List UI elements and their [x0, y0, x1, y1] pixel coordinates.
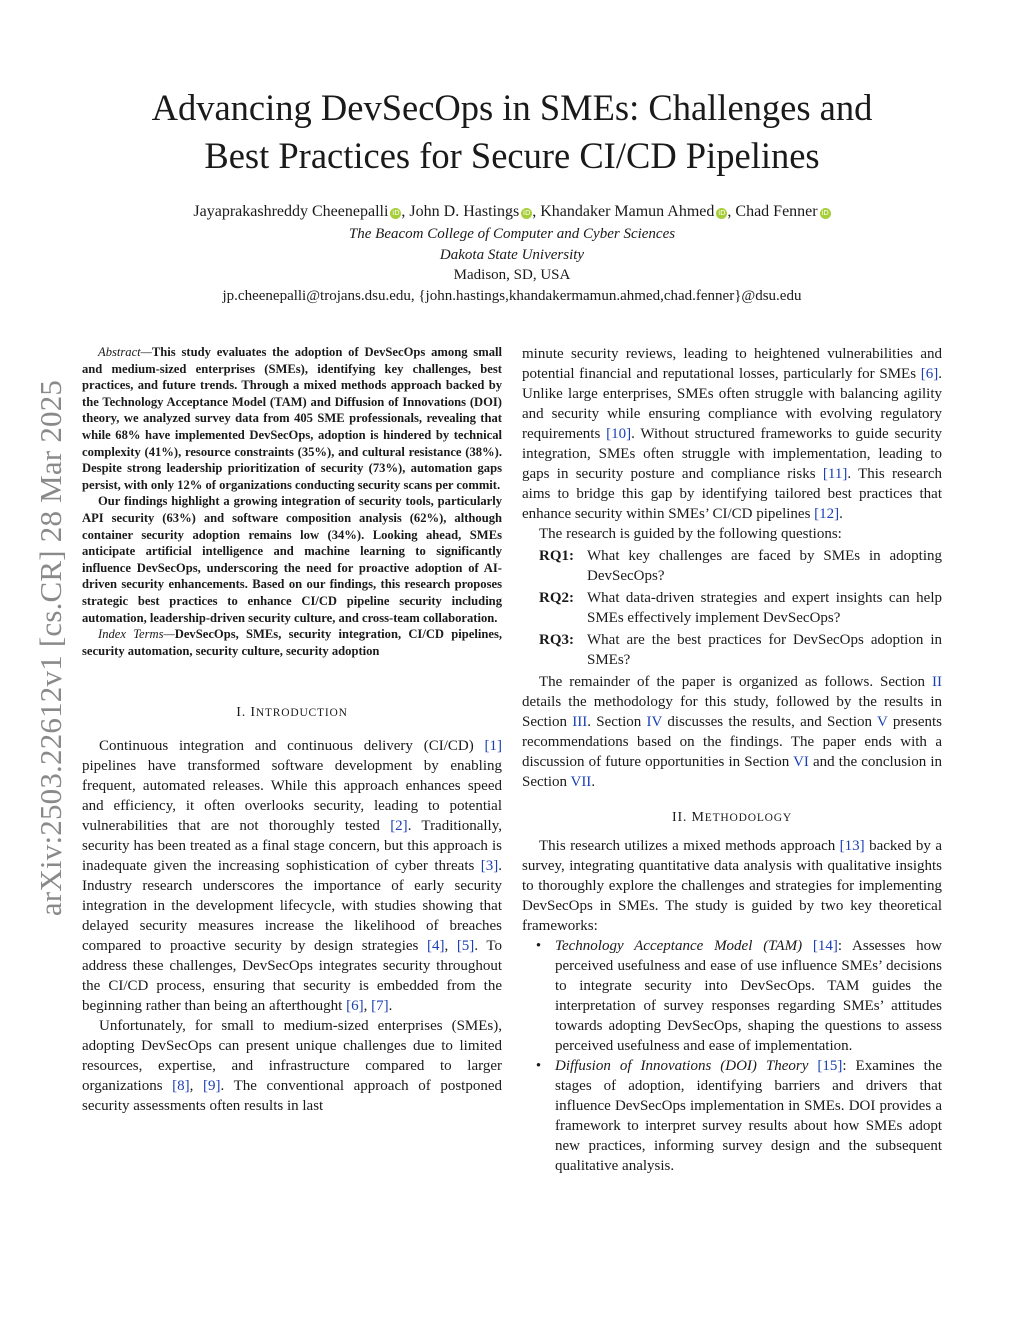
citation-link[interactable]: [6] — [920, 366, 939, 382]
citation-link[interactable]: [1] — [484, 738, 502, 755]
citation-link[interactable]: [8] — [172, 1078, 190, 1095]
citation-link[interactable]: [9] — [203, 1078, 221, 1095]
paper-title — [80, 84, 944, 180]
affiliation-college: The Beacom College of Computer and Cyber Sciences — [348, 226, 676, 242]
bullet-term: Diffusion of Innovations (DOI) Theory — [555, 1058, 809, 1074]
abstract-paragraph-2: Our findings highlight a growing integration of security tools, particularly API security (63%) and software composition analysis (62%), although container security adoption remains low (34%). Looking ahead, SMEs anticipate artificial intelligence and machine learning to significantly influence DevSecOps, underscoring the need for proactive adoption of AI-driven security enhancements. Based on our findings, this research proposes strategic best practices to enhance CI/CD pipeline security including automation, leadership-driven security culture, and cross-team collaboration. — [82, 494, 502, 625]
bullet-term: Technology Acceptance Model (TAM) — [555, 938, 803, 954]
abstract-paragraph-1 — [82, 344, 502, 493]
section-initial: I — [250, 705, 256, 721]
author-name: John D. Hastings — [409, 203, 520, 220]
citation-link[interactable]: [12] — [814, 506, 840, 522]
orcid-icon[interactable]: iD — [392, 209, 400, 217]
section-link[interactable]: IV — [646, 714, 663, 730]
index-terms — [82, 626, 502, 659]
framework-bullet-tam — [522, 936, 942, 1056]
section-initial: M — [691, 810, 705, 825]
paper-title-line-2: Best Practices for Secure CI/CD Pipelines — [204, 135, 820, 176]
section-heading-methodology — [522, 808, 942, 828]
right-column — [522, 344, 942, 1176]
citation-link[interactable]: [2] — [390, 818, 408, 835]
index-terms-label: Index Terms— — [98, 627, 175, 642]
author-list: Jayaprakashreddy Cheenepalli iD , John D. Hastings iD , Khandaker Mamun Ahmed iD , Chad Fenner iD — [193, 203, 829, 220]
citation-link[interactable]: [11] — [822, 466, 848, 482]
author-name: Khandaker Mamun Ahmed — [540, 203, 715, 220]
bullet-text: : Examines the stages of adoption, identifying barriers and drivers that influence DevSecOps implementation in SMEs. DOI provides a framework to interpret survey results about how SMEs adopt new practices, informing survey design and the subsequent qualitative analysis. — [555, 1058, 942, 1174]
abstract-text-1: This study evaluates the adoption of DevSecOps among small and medium-sized enterprises (SMEs), identifying key challenges, best practices, and future trends. Through a mixed methods approach backed by the Technology Acceptance Model (TAM) and Diffusion of Innovations (DOI) theory, we analyzed survey data from 405 SME professionals, revealing that while 68% have implemented DevSecOps, adoption is hindered by technical complexity (41%), resource constraints (35%), and cultural resistance (38%). Despite strong leadership prioritization of security (73%), automation gaps persist, with only 12% of organizations conducting security scans per commit. — [82, 345, 502, 492]
section-smallcaps: ETHODOLOGY — [704, 812, 792, 824]
methodology-paragraph-1: This research utilizes a mixed methods approach [13] backed by a survey, integrating quantitative data analysis with qualitative insights to thoroughly explore the challenges and strategies for implementing DevSecOps in SMEs. The study is guided by two key theoretical frameworks: — [522, 838, 942, 934]
index-terms-text: DevSecOps, SMEs, security integration, CI/CD pipelines, security automation, security culture, security adoption — [82, 627, 503, 658]
author-name: Chad Fenner — [735, 203, 818, 220]
citation-link[interactable]: [15] — [817, 1058, 843, 1074]
arxiv-identifier-stamp — [28, 348, 74, 948]
citation-link[interactable]: [3] — [480, 858, 499, 875]
section-link[interactable]: V — [877, 714, 888, 730]
abstract-label: Abstract— — [98, 345, 152, 359]
citation-link[interactable]: [5] — [456, 938, 475, 955]
research-questions-intro: The research is guided by the following questions: — [539, 526, 842, 542]
arxiv-identifier-text: arXiv:2503.22612v1 [cs.CR] 28 Mar 2025 — [33, 379, 69, 917]
left-column — [82, 344, 502, 1116]
author-name: Jayaprakashreddy Cheenepalli — [193, 203, 389, 220]
section-link[interactable]: VII — [570, 774, 592, 790]
section-link[interactable]: II — [932, 674, 942, 690]
bullet-text: : Assesses how perceived usefulness and ease of use influence SMEs’ decisions to integrate security into DevSecOps. TAM guides the interpretation of survey responses regarding SMEs’ attitudes towards adopting DevSecOps, shaping the questions to assess perceived usefulness and ease of implementation. — [555, 938, 943, 1054]
citation-link[interactable]: [10] — [606, 426, 632, 442]
citation-link[interactable]: [6] — [346, 998, 364, 1015]
orcid-icon[interactable]: iD — [523, 209, 531, 217]
orcid-icon[interactable]: iD — [821, 209, 829, 217]
section-link[interactable]: VI — [793, 754, 809, 770]
section-heading-introduction — [82, 703, 502, 723]
rq-text: What data-driven strategies and expert insights can help SMEs effectively implement DevSecOps? — [587, 590, 942, 626]
section-numeral: II. — [672, 810, 692, 825]
orcid-icon[interactable]: iD — [718, 209, 726, 217]
section-smallcaps: NTRODUCTION — [255, 707, 348, 720]
bullet-icon: • — [535, 938, 542, 954]
citation-link[interactable]: [7] — [371, 998, 389, 1015]
framework-bullet-doi — [522, 1056, 942, 1176]
paper-organization-paragraph: The remainder of the paper is organized as follows. Section II details the methodology for this study, followed by the results in Section III. Section IV discusses the results, and Section V presents recommendations based on the findings. The paper ends with a discussion of future opportunities in Section VI and the conclusion in Section VII. — [522, 674, 942, 790]
affiliation-location: Madison, SD, USA — [453, 267, 571, 283]
rq-label: RQ3: — [539, 632, 574, 648]
paper-title-line-1: Advancing DevSecOps in SMEs: Challenges and — [151, 87, 873, 128]
affiliation-university: Dakota State University — [439, 246, 585, 263]
research-question-2 — [522, 588, 942, 628]
citation-link[interactable]: [14] — [812, 938, 838, 954]
bullet-icon: • — [535, 1058, 542, 1074]
citation-link[interactable]: [13] — [839, 838, 865, 854]
citation-link[interactable]: [4] — [426, 938, 445, 955]
intro-paragraph-2-continued: minute security reviews, leading to heightened vulnerabilities and potential financial and reputational losses, particularly for SMEs [6]. Unlike large enterprises, SMEs often struggle with balancing agility and security while ensuring compliance with evolving regulatory requirements [10]. Without structured frameworks to guide security integration, SMEs often struggle with implementation, leading to gaps in security posture and compliance risks [11]. This research aims to bridge this gap by identifying tailored best practices that enhance security within SMEs’ CI/CD pipelines [12]. — [522, 346, 942, 522]
section-numeral: I. — [236, 705, 251, 721]
section-link[interactable]: III — [572, 714, 588, 730]
rq-label: RQ1: — [539, 548, 574, 564]
author-emails: jp.cheenepalli@trojans.dsu.edu, {john.hastings,khandakermamun.ahmed,chad.fenner}@dsu.edu — [222, 287, 802, 304]
rq-text: What key challenges are faced by SMEs in adopting DevSecOps? — [587, 548, 942, 584]
affiliation-block — [80, 224, 944, 306]
research-question-3 — [522, 630, 942, 670]
intro-paragraph-1: Continuous integration and continuous delivery (CI/CD) [1] pipelines have transformed software development by enabling frequent, automated releases. While this approach enhances speed and efficiency, it often overlooks security, leading to potential vulnerabilities that are not thoroughly tested [2]. Traditionally, security has been treated as a final stage concern, but this approach is inadequate given the increasing sophistication of cyber threats [3]. Industry research underscores the importance of early security integration in the development lifecycle, with studies showing that delayed security measures increase the likelihood of breaches compared to proactive security by design strategies [4], [5]. To address these challenges, DevSecOps integrates security throughout the CI/CD process, ensuring that security is embedded from the beginning rather than being an afterthought [6], [7]. — [82, 738, 502, 1015]
rq-label: RQ2: — [539, 590, 574, 606]
rq-text: What are the best practices for DevSecOps adoption in SMEs? — [587, 632, 942, 668]
intro-paragraph-2: Unfortunately, for small to medium-sized enterprises (SMEs), adopting DevSecOps can present unique challenges due to limited resources, expertise, and infrastructure compared to larger organizations [8], [9]. The conventional approach of postponed security assessments often results in last — [82, 1018, 503, 1115]
research-question-1 — [522, 546, 942, 586]
